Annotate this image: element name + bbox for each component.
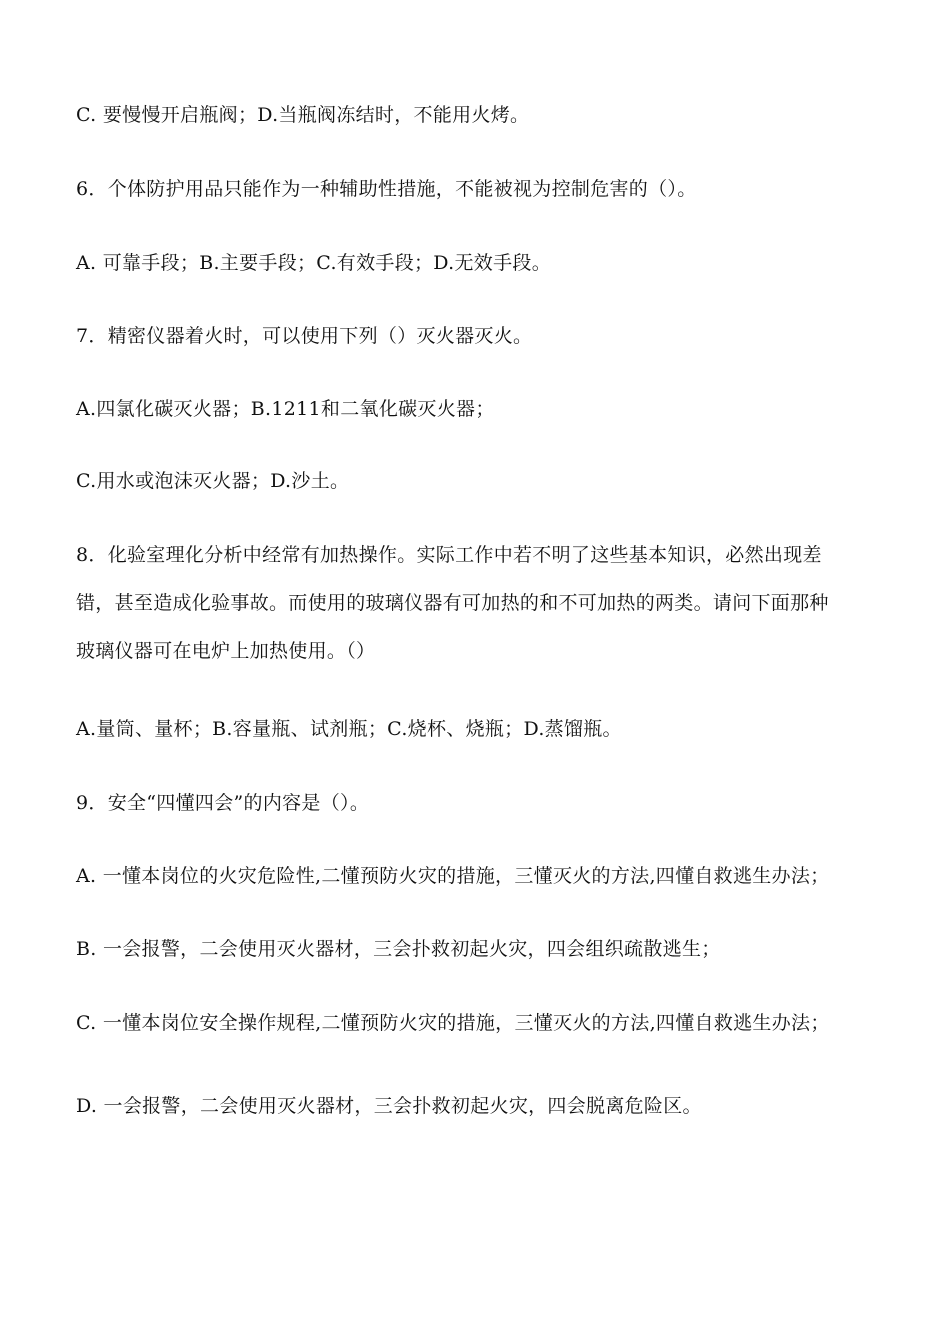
- q8-options: A.量筒、量杯；B.容量瓶、试剂瓶；C.烧杯、烧瓶；D.蒸馏瓶。: [76, 718, 622, 740]
- q8-line-3: 玻璃仪器可在电炉上加热使用。（）: [76, 640, 376, 662]
- q7-options-ab: A.四氯化碳灭火器；B.1211和二氧化碳灭火器；: [76, 398, 495, 420]
- q9-option-c: C. 一懂本岗位安全操作规程,二懂预防火灾的措施，三懂灭火的方法,四懂自救逃生办法；: [76, 1012, 830, 1034]
- q6-options: A. 可靠手段；B.主要手段；C.有效手段；D.无效手段。: [76, 252, 551, 274]
- q9-option-d: D. 一会报警，二会使用灭火器材，三会扑救初起火灾，四会脱离危险区。: [76, 1095, 702, 1117]
- q7-options-cd: C.用水或泡沫灭火器；D.沙土。: [76, 470, 350, 492]
- q8-question: [76, 531, 876, 675]
- q7-question: 7．精密仪器着火时，可以使用下列（）灭火器灭火。: [76, 325, 533, 347]
- q8-line-2: 错，甚至造成化验事故。而使用的玻璃仪器有可加热的和不可加热的两类。请问下面那种: [76, 592, 829, 614]
- q9-option-a: A. 一懂本岗位的火灾危险性,二懂预防火灾的措施，三懂灭火的方法,四懂自救逃生办法；: [76, 865, 830, 887]
- q9-option-b: B. 一会报警，二会使用灭火器材，三会扑救初起火灾，四会组织疏散逃生；: [76, 938, 721, 960]
- q8-line-1: 8．化验室理化分析中经常有加热操作。实际工作中若不明了这些基本知识，必然出现差: [76, 544, 822, 566]
- q5-options-cd: C. 要慢慢开启瓶阀；D.当瓶阀冻结时，不能用火烤。: [76, 104, 530, 126]
- q6-question: 6．个体防护用品只能作为一种辅助性措施，不能被视为控制危害的（）。: [76, 178, 697, 200]
- q9-question: 9．安全“四懂四会”的内容是（）。: [76, 792, 370, 814]
